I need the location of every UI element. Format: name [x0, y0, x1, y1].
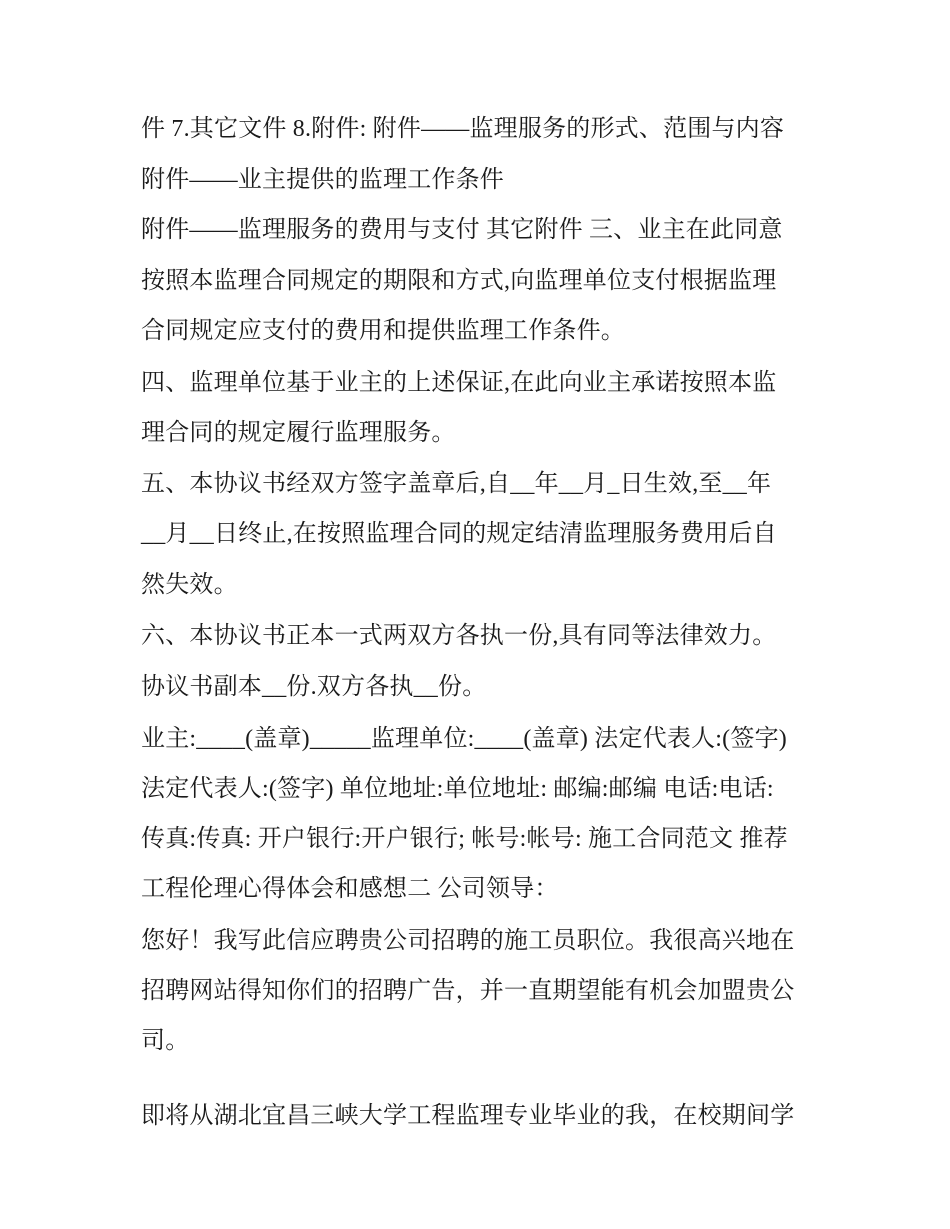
text-line-letter-heading: 工程伦理心得体会和感想二 公司领导： [141, 876, 559, 902]
text-line: 然失效。 [141, 572, 238, 598]
text-line-signatures: 业主:____(盖章)_____监理单位:____(盖章) 法定代表人:(签字) [141, 726, 787, 752]
text-line: 按照本监理合同规定的期限和方式,向监理单位支付根据监理 [141, 268, 777, 294]
text-line-attachment-conditions: 附件——业主提供的监理工作条件 [141, 167, 504, 193]
text-line: 招聘网站得知你们的招聘广告，并一直期望能有机会加盟贵公 [141, 978, 795, 1004]
text-line-clause-six: 六、本协议书正本一式两双方各执一份,具有同等法律效力。 [141, 623, 777, 649]
text-line-clause-three-start: 附件——监理服务的费用与支付 其它附件 三、业主在此同意 [141, 217, 783, 243]
text-line: 合同规定应支付的费用和提供监理工作条件。 [141, 318, 625, 344]
text-line: 理合同的规定履行监理服务。 [141, 420, 456, 446]
text-line-clause-four: 四、监理单位基于业主的上述保证,在此向业主承诺按照本监 [141, 370, 777, 396]
text-line-bank-fields: 传真:传真: 开户银行:开户银行; 帐号:帐号: 施工合同范文 推荐 [141, 826, 788, 852]
text-line-attachments: 件 7.其它文件 8.附件: 附件——监理服务的形式、范围与内容 [141, 116, 785, 142]
text-line-copies: 协议书副本__份.双方各执__份。 [141, 674, 487, 700]
text-line: __月__日终止,在按照监理合同的规定结清监理服务费用后自 [141, 521, 777, 547]
text-line-clause-five: 五、本协议书经双方签字盖章后,自__年__月_日生效,至__年 [141, 471, 772, 497]
text-line: 司。 [141, 1028, 190, 1054]
text-line-contact-fields: 法定代表人:(签字) 单位地址:单位地址: 邮编:邮编 电话:电话: [141, 776, 774, 802]
text-line-letter-body: 即将从湖北宜昌三峡大学工程监理专业毕业的我，在校期间学 [141, 1103, 795, 1129]
text-line-letter-greeting: 您好！我写此信应聘贵公司招聘的施工员职位。我很高兴地在 [141, 928, 795, 954]
